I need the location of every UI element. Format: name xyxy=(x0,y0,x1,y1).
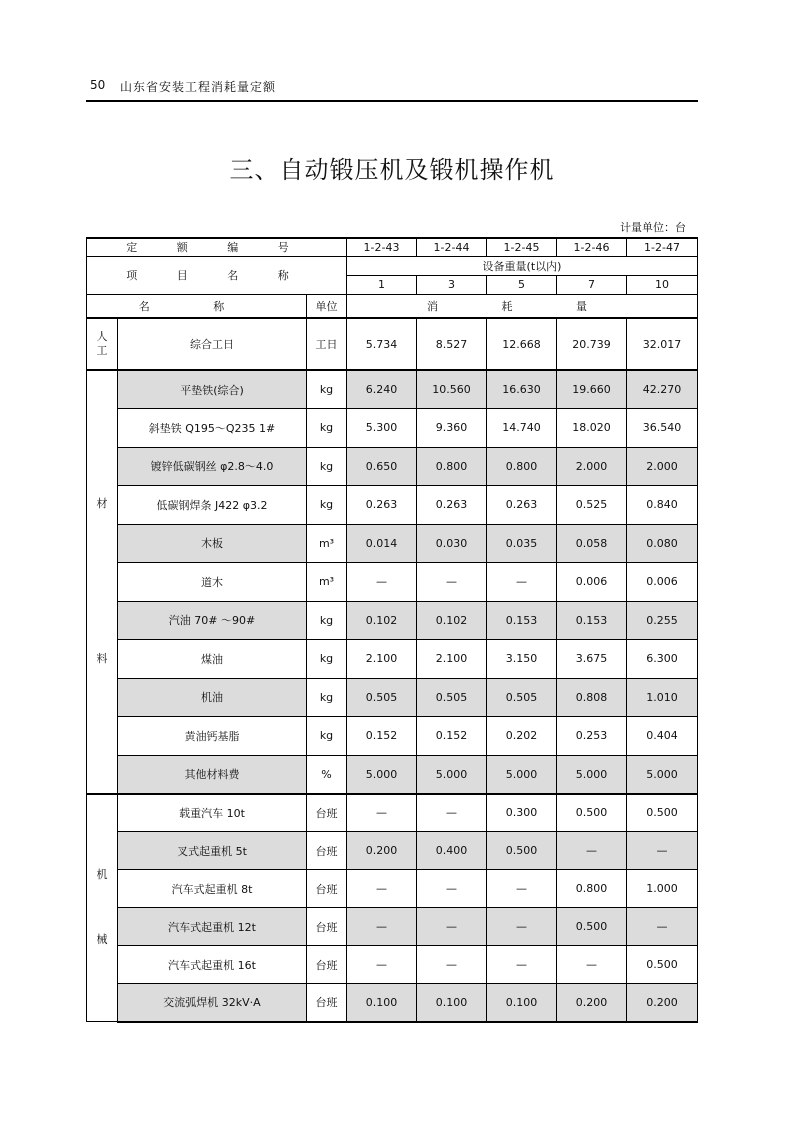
table-row xyxy=(87,640,698,679)
value-cell: 0.102 xyxy=(347,601,417,640)
value-cell: 2.100 xyxy=(417,640,487,679)
value-cell: 0.500 xyxy=(627,946,698,984)
value-cell: 0.263 xyxy=(347,486,417,525)
book-title: 山东省安装工程消耗量定额 xyxy=(120,80,277,94)
value-cell: — xyxy=(487,870,557,908)
value-cell: 5.000 xyxy=(417,755,487,794)
value-cell: — xyxy=(347,794,417,832)
table-row xyxy=(87,524,698,563)
row-name: 交流弧焊机 32kV·A xyxy=(118,984,307,1022)
section-title: 三、自动锻压机及锻机操作机 xyxy=(229,156,555,184)
value-cell: 0.800 xyxy=(487,447,557,486)
machinery-category-bottom: 械 xyxy=(96,932,108,946)
value-cell: 0.030 xyxy=(417,524,487,563)
value-cell: 0.505 xyxy=(417,678,487,717)
value-cell: 0.404 xyxy=(627,717,698,756)
value-cell: — xyxy=(417,908,487,946)
quota-table xyxy=(86,237,698,1023)
value-cell: 0.840 xyxy=(627,486,698,525)
value-cell: 0.253 xyxy=(557,717,627,756)
value-cell: 0.525 xyxy=(557,486,627,525)
value-cell: — xyxy=(487,946,557,984)
machinery-category-cell xyxy=(87,794,118,1022)
value-cell: 0.202 xyxy=(487,717,557,756)
labor-category-cell xyxy=(87,318,118,370)
table-row xyxy=(87,870,698,908)
value-cell: — xyxy=(487,908,557,946)
value-cell: 0.100 xyxy=(347,984,417,1022)
value-cell: — xyxy=(627,908,698,946)
value-cell: — xyxy=(347,870,417,908)
value-cell: 0.006 xyxy=(557,563,627,602)
table-row xyxy=(87,678,698,717)
value-cell: 1.010 xyxy=(627,678,698,717)
row-name: 汽油 70# ～90# xyxy=(118,601,307,640)
table-row xyxy=(87,946,698,984)
page-header xyxy=(86,74,698,102)
row-unit: kg xyxy=(307,678,347,717)
row-name: 平垫铁(综合) xyxy=(118,370,307,409)
value-cell: 0.300 xyxy=(487,794,557,832)
value-cell: 12.668 xyxy=(487,318,557,370)
value-cell: — xyxy=(347,563,417,602)
code-cell: 1-2-43 xyxy=(347,238,417,256)
value-cell: 19.660 xyxy=(557,370,627,409)
row-name: 载重汽车 10t xyxy=(118,794,307,832)
value-cell: 16.630 xyxy=(487,370,557,409)
value-cell: — xyxy=(417,563,487,602)
value-cell: 2.000 xyxy=(627,447,698,486)
value-cell: 0.080 xyxy=(627,524,698,563)
value-cell: — xyxy=(417,794,487,832)
col-consumption-header: 消 耗 量 xyxy=(347,294,698,318)
table-row xyxy=(87,984,698,1022)
value-cell: 0.500 xyxy=(557,794,627,832)
row-name: 黄油钙基脂 xyxy=(118,717,307,756)
value-cell: 0.058 xyxy=(557,524,627,563)
value-cell: 8.527 xyxy=(417,318,487,370)
labor-category-label: 人工 xyxy=(96,330,108,357)
table-row xyxy=(87,409,698,448)
row-unit: kg xyxy=(307,409,347,448)
row-name: 木板 xyxy=(118,524,307,563)
weight-cell: 7 xyxy=(557,275,627,294)
value-cell: 3.150 xyxy=(487,640,557,679)
value-cell: 0.200 xyxy=(557,984,627,1022)
value-cell: 42.270 xyxy=(627,370,698,409)
row-name: 汽车式起重机 12t xyxy=(118,908,307,946)
value-cell: 5.000 xyxy=(487,755,557,794)
value-cell: 14.740 xyxy=(487,409,557,448)
value-cell: 0.035 xyxy=(487,524,557,563)
value-cell: — xyxy=(347,908,417,946)
machinery-category-top: 机 xyxy=(96,868,108,882)
value-cell: 2.100 xyxy=(347,640,417,679)
value-cell: 18.020 xyxy=(557,409,627,448)
row-unit: kg xyxy=(307,640,347,679)
row-unit: % xyxy=(307,755,347,794)
value-cell: 0.505 xyxy=(487,678,557,717)
unit-label: 计量单位：台 xyxy=(620,221,686,234)
quota-no-label: 定 额 编 号 xyxy=(87,238,347,256)
row-name: 煤油 xyxy=(118,640,307,679)
row-name: 镀锌低碳钢丝 φ2.8～4.0 xyxy=(118,447,307,486)
page-number: 50 xyxy=(90,78,106,92)
row-unit: 台班 xyxy=(307,832,347,870)
category-spacer xyxy=(87,512,117,652)
value-cell: 5.734 xyxy=(347,318,417,370)
value-cell: 6.300 xyxy=(627,640,698,679)
row-unit: 台班 xyxy=(307,870,347,908)
weight-cell: 5 xyxy=(487,275,557,294)
row-unit: 台班 xyxy=(307,984,347,1022)
row-name: 道木 xyxy=(118,563,307,602)
row-unit: kg xyxy=(307,486,347,525)
value-cell: 0.800 xyxy=(417,447,487,486)
value-cell: 0.505 xyxy=(347,678,417,717)
material-category-bottom: 料 xyxy=(96,651,108,665)
value-cell: 0.102 xyxy=(417,601,487,640)
value-cell: 0.650 xyxy=(347,447,417,486)
value-cell: 0.006 xyxy=(627,563,698,602)
value-cell: 32.017 xyxy=(627,318,698,370)
weight-cell: 10 xyxy=(627,275,698,294)
row-name: 叉式起重机 5t xyxy=(118,832,307,870)
table-row xyxy=(87,755,698,794)
table-row xyxy=(87,486,698,525)
value-cell: 0.152 xyxy=(417,717,487,756)
value-cell: 3.675 xyxy=(557,640,627,679)
row-unit: kg xyxy=(307,717,347,756)
material-category-top: 材 xyxy=(96,497,108,511)
value-cell: 6.240 xyxy=(347,370,417,409)
row-name: 综合工日 xyxy=(118,318,307,370)
row-unit: 台班 xyxy=(307,794,347,832)
value-cell: 5.300 xyxy=(347,409,417,448)
table-row xyxy=(87,601,698,640)
row-name: 斜垫铁 Q195～Q235 1# xyxy=(118,409,307,448)
table-row xyxy=(87,832,698,870)
table-row xyxy=(87,447,698,486)
table-row xyxy=(87,370,698,409)
value-cell: 0.263 xyxy=(417,486,487,525)
row-name: 汽车式起重机 16t xyxy=(118,946,307,984)
value-cell: 0.800 xyxy=(557,870,627,908)
row-unit: kg xyxy=(307,370,347,409)
value-cell: 36.540 xyxy=(627,409,698,448)
row-unit: m³ xyxy=(307,563,347,602)
row-name: 其他材料费 xyxy=(118,755,307,794)
value-cell: 10.560 xyxy=(417,370,487,409)
material-category-cell xyxy=(87,370,118,794)
code-cell: 1-2-47 xyxy=(627,238,698,256)
value-cell: 0.200 xyxy=(347,832,417,870)
value-cell: — xyxy=(487,563,557,602)
code-cell: 1-2-45 xyxy=(487,238,557,256)
value-cell: — xyxy=(557,946,627,984)
value-cell: 0.255 xyxy=(627,601,698,640)
table-row xyxy=(87,908,698,946)
row-unit: kg xyxy=(307,447,347,486)
value-cell: — xyxy=(417,870,487,908)
weight-label: 设备重量(t以内) xyxy=(347,256,698,275)
value-cell: 5.000 xyxy=(627,755,698,794)
table-row xyxy=(87,794,698,832)
value-cell: 20.739 xyxy=(557,318,627,370)
code-cell: 1-2-44 xyxy=(417,238,487,256)
value-cell: 0.808 xyxy=(557,678,627,717)
category-spacer xyxy=(87,883,117,933)
value-cell: 5.000 xyxy=(347,755,417,794)
row-name: 低碳钢焊条 J422 φ3.2 xyxy=(118,486,307,525)
table-row xyxy=(87,563,698,602)
row-unit: 台班 xyxy=(307,946,347,984)
weight-cell: 3 xyxy=(417,275,487,294)
value-cell: 0.500 xyxy=(557,908,627,946)
value-cell: — xyxy=(627,832,698,870)
row-unit: 台班 xyxy=(307,908,347,946)
value-cell: — xyxy=(417,946,487,984)
value-cell: 0.152 xyxy=(347,717,417,756)
table-row xyxy=(87,717,698,756)
value-cell: 9.360 xyxy=(417,409,487,448)
row-name: 机油 xyxy=(118,678,307,717)
value-cell: 0.100 xyxy=(417,984,487,1022)
col-name-header: 名 称 xyxy=(87,294,307,318)
value-cell: 0.263 xyxy=(487,486,557,525)
value-cell: 0.153 xyxy=(557,601,627,640)
value-cell: 0.153 xyxy=(487,601,557,640)
value-cell: 1.000 xyxy=(627,870,698,908)
value-cell: 0.500 xyxy=(487,832,557,870)
row-unit: 工日 xyxy=(307,318,347,370)
value-cell: 0.100 xyxy=(487,984,557,1022)
value-cell: 2.000 xyxy=(557,447,627,486)
value-cell: — xyxy=(347,946,417,984)
value-cell: 0.400 xyxy=(417,832,487,870)
row-unit: kg xyxy=(307,601,347,640)
item-name-label: 项 目 名 称 xyxy=(87,256,347,294)
value-cell: 0.014 xyxy=(347,524,417,563)
value-cell: 5.000 xyxy=(557,755,627,794)
row-name: 汽车式起重机 8t xyxy=(118,870,307,908)
row-unit: m³ xyxy=(307,524,347,563)
value-cell: — xyxy=(557,832,627,870)
code-cell: 1-2-46 xyxy=(557,238,627,256)
col-unit-header: 单位 xyxy=(307,294,347,318)
table-row xyxy=(87,318,698,370)
value-cell: 0.500 xyxy=(627,794,698,832)
value-cell: 0.200 xyxy=(627,984,698,1022)
weight-cell: 1 xyxy=(347,275,417,294)
